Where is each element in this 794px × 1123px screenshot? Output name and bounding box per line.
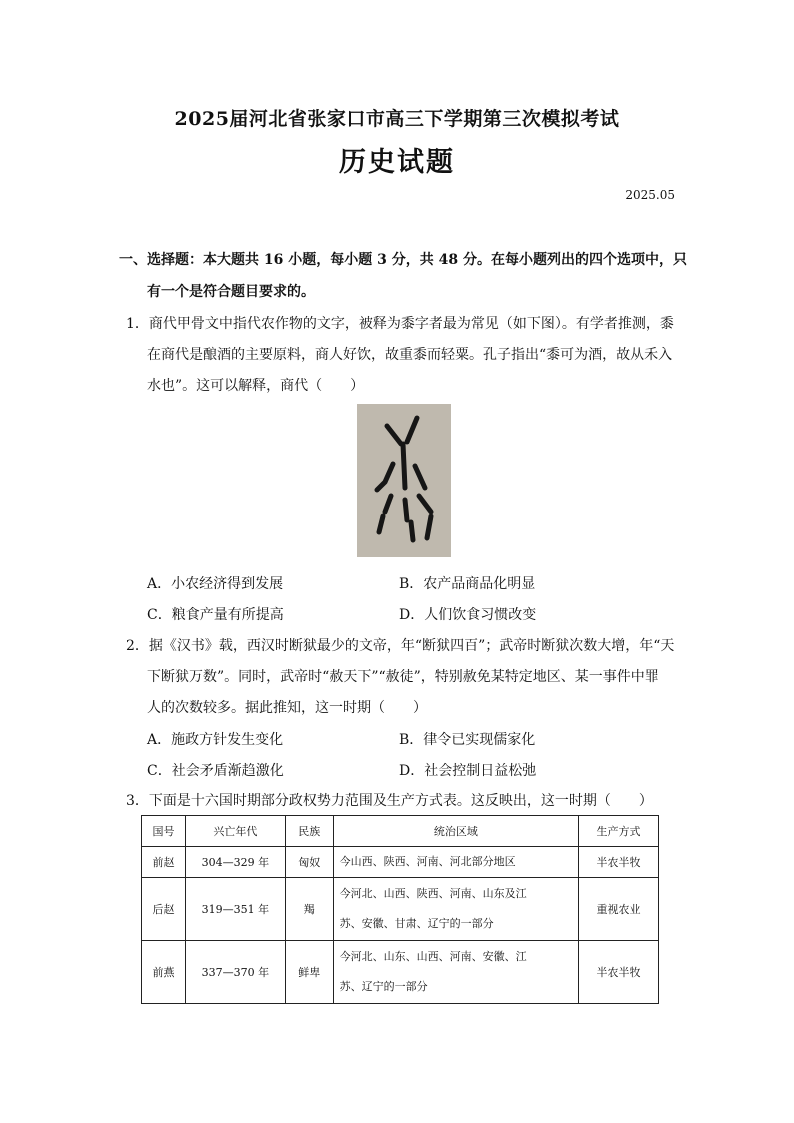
region-line: 今河北、山东、山西、河南、安徽、江 xyxy=(339,950,527,963)
regime-mode: 半农半牧 xyxy=(579,847,659,878)
regime-region xyxy=(333,878,578,941)
table-row xyxy=(142,941,659,1004)
table-header-cell: 生产方式 xyxy=(579,816,659,847)
q1-option-b: B．农产品商品化明显 xyxy=(399,576,536,592)
regime-years: 319—351 年 xyxy=(185,878,285,941)
q2-option-c: C．社会矛盾渐趋激化 xyxy=(147,763,284,779)
exam-title: 2025届河北省张家口市高三下学期第三次模拟考试 xyxy=(174,108,620,130)
regime-ethnic: 羯 xyxy=(285,878,333,941)
q1-line-3: 水也”。这可以解释，商代（ ） xyxy=(147,378,365,394)
regime-years: 304—329 年 xyxy=(185,847,285,878)
regime-ethnic: 匈奴 xyxy=(285,847,333,878)
glyph-drawing xyxy=(357,404,451,557)
table-header-cell: 民族 xyxy=(285,816,333,847)
table-header-cell: 统治区域 xyxy=(333,816,578,847)
q1-option-c: C．粮食产量有所提高 xyxy=(147,607,284,623)
regime-region xyxy=(333,941,578,1004)
regime-years: 337—370 年 xyxy=(185,941,285,1004)
q2-option-a: A．施政方针发生变化 xyxy=(147,732,284,748)
q2-option-b: B．律令已实现儒家化 xyxy=(399,732,536,748)
regime-name: 前燕 xyxy=(142,941,186,1004)
exam-date: 2025.05 xyxy=(625,188,675,202)
regime-name: 前赵 xyxy=(142,847,186,878)
region-line: 今河北、山西、陕西、河南、山东及江 xyxy=(339,887,527,900)
table-row xyxy=(142,847,659,878)
regime-mode: 重视农业 xyxy=(579,878,659,941)
region-line: 苏、安徽、甘肃、辽宁的一部分 xyxy=(339,917,494,930)
regimes-table xyxy=(141,815,659,1004)
q2-option-d: D．社会控制日益松弛 xyxy=(399,763,537,779)
table-header-cell: 兴亡年代 xyxy=(185,816,285,847)
regime-name: 后赵 xyxy=(142,878,186,941)
table-row xyxy=(142,878,659,941)
q2-line-3: 人的次数较多。据此推知，这一时期（ ） xyxy=(147,700,427,716)
region-line: 苏、辽宁的一部分 xyxy=(339,980,428,993)
regime-mode: 半农半牧 xyxy=(579,941,659,1004)
q2-line-1: 2．据《汉书》载，西汉时断狱最少的文帝，年“断狱四百”；武帝时断狱次数大增，年“天 xyxy=(126,638,675,654)
section-instruction-line-2: 有一个是符合题目要求的。 xyxy=(147,284,315,300)
q3-line-1: 3．下面是十六国时期部分政权势力范围及生产方式表。这反映出，这一时期（ ） xyxy=(126,793,653,809)
subject-title: 历史试题 xyxy=(339,147,455,178)
section-instruction-line-1: 一、选择题：本大题共 16 小题，每小题 3 分，共 48 分。在每小题列出的四个选项中，只 xyxy=(119,252,687,268)
table-header-cell: 国号 xyxy=(142,816,186,847)
q1-option-d: D．人们饮食习惯改变 xyxy=(399,607,537,623)
q1-line-2: 在商代是酿酒的主要原料，商人好饮，故重黍而轻粟。孔子指出“黍可为酒，故从禾入 xyxy=(147,347,673,363)
q2-line-2: 下断狱万数”。同时，武帝时“赦天下”“赦徒”，特别赦免某特定地区、某一事件中罪 xyxy=(147,669,659,685)
regime-region xyxy=(333,847,578,878)
q1-option-a: A．小农经济得到发展 xyxy=(147,576,284,592)
table-header-row xyxy=(142,816,659,847)
regime-ethnic: 鲜卑 xyxy=(285,941,333,1004)
q1-line-1: 1．商代甲骨文中指代农作物的文字，被释为黍字者最为常见（如下图）。有学者推测，黍 xyxy=(126,316,674,332)
oracle-bone-glyph-image xyxy=(357,404,451,557)
region-line: 今山西、陕西、河南、河北部分地区 xyxy=(339,855,516,868)
